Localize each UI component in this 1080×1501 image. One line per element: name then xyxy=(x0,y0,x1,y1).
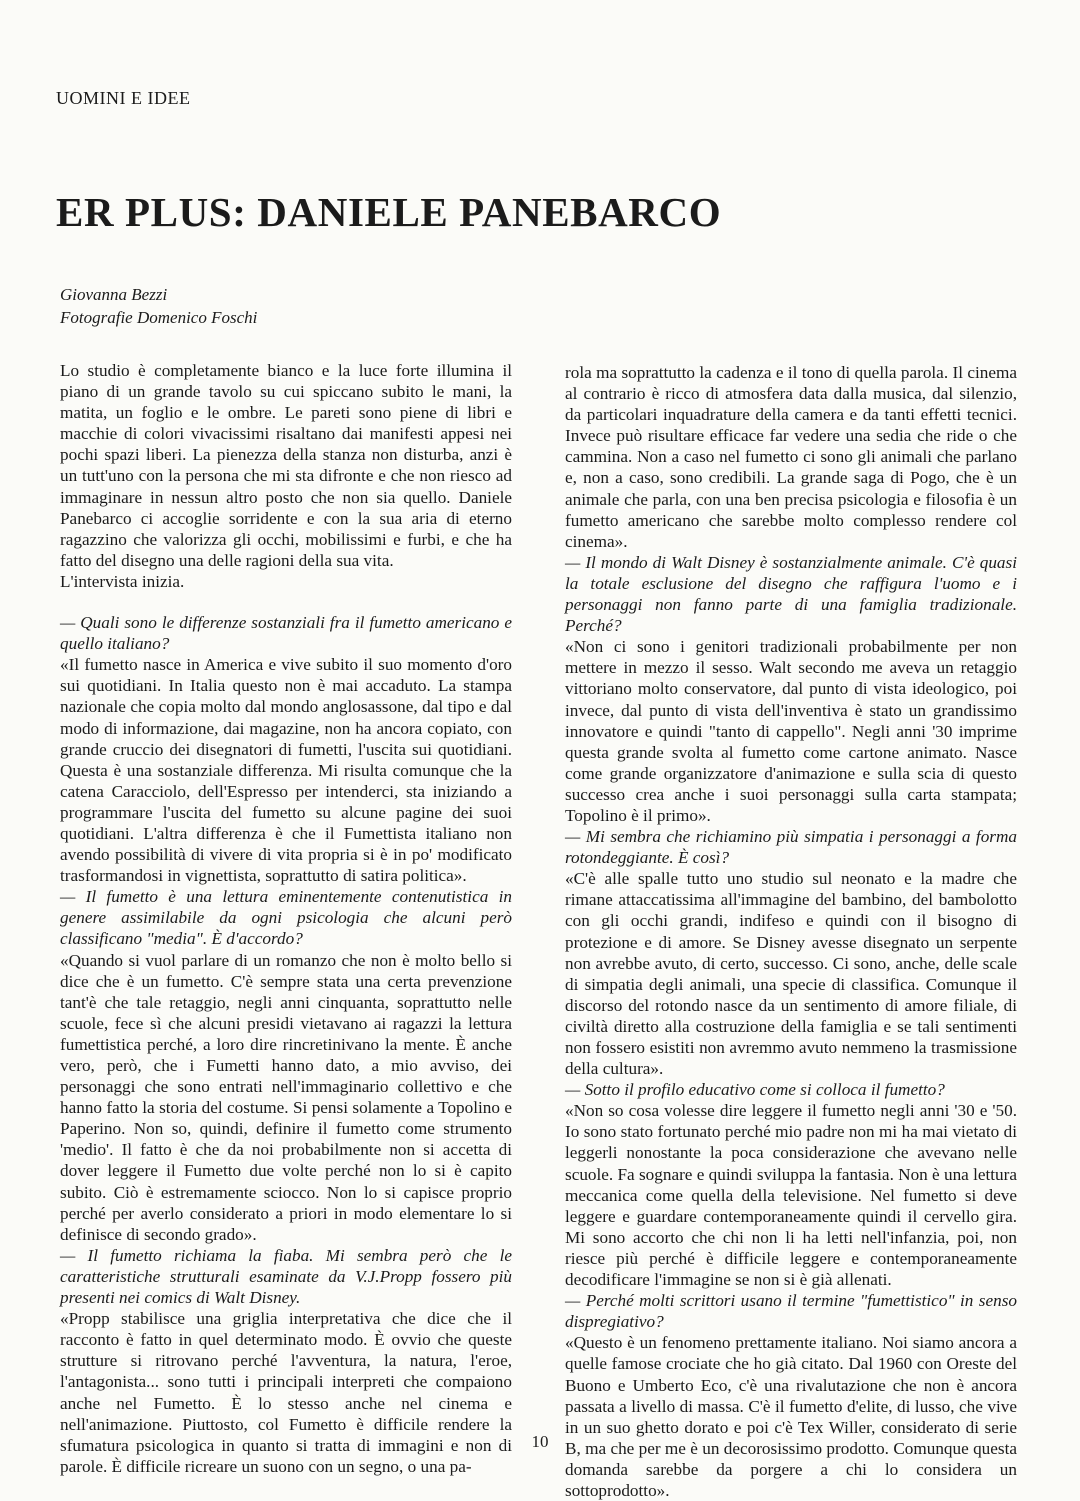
interview-question: — Il fumetto richiama la fiaba. Mi sembra però che le caratteristiche strutturali esaminate da V.J.Propp fossero più presenti nei comics di Walt Disney. xyxy=(60,1245,512,1308)
paragraph: rola ma soprattutto la cadenza e il tono di quella parola. Il cinema al contrario è ricco di atmosfera data dalla musica, dal silenzio, da particolari inquadrature della camera e da tanti effetti tecnici. Invece può risultare efficace far vedere una sedia che ride o che cammina. Non a caso nel fumetto ci sono gli animali che parlano e, non a caso, sono credibili. La grande saga di Pogo, che è un animale che parla, con una ben precisa psicologia e filosofia è un fumetto americano che sarebbe molto complesso rendere col cinema». xyxy=(565,363,1017,551)
paragraph: «Questo è un fenomeno prettamente italiano. Noi siamo ancora a quelle famose crociate che ho già citato. Dal 1960 con Oreste del Buono e Umberto Eco, c'è una rivalutazione che non è ancora passata a livello di massa. C'è il fumetto d'elite, di lusso, che vive in un suo ghetto dorato e poi c'è Tex Willer, considerato di serie B, ma che per me è un decorosissimo prodotto. Comunque questa domanda sarebbe da porgere a chi lo considera un sottoprodotto». xyxy=(565,1333,1017,1500)
interview-question: — Il fumetto è una lettura eminentemente contenutistica in genere assimilabile da ogni psicologia che alcuni però classificano "media". È d'accordo? xyxy=(60,887,512,949)
byline xyxy=(60,283,257,329)
text-column-right xyxy=(565,362,1017,1501)
paragraph: «Propp stabilisce una griglia interpretativa che dice che il racconto è fatto in quel determinato modo. È ovvio che queste strutture si ritrovano perché l'avventura, la natura, l'eroe, l'antagonista... sono tutti i principali interpreti che compaiono anche nel Fumetto. È lo stesso anche nel cinema e nell'animazione. Piuttosto, col Fumetto è difficile rendere la sfumatura psicologica in quanto si tratta di immagini e non di parole. È difficile ricreare un suono con un segno, o una pa- xyxy=(60,1309,512,1476)
interview-question: — Perché molti scrittori usano il termine "fumettistico" in senso dispregiativo? xyxy=(565,1291,1017,1332)
photo-credit: Fotografie Domenico Foschi xyxy=(60,308,258,327)
paragraph: «Quando si vuol parlare di un romanzo che non è molto bello si dice che è un fumetto. C'è sempre stata una certa prevenzione tant'è che tale retaggio, negli anni cinquanta, soprattutto nelle scuole, fece sì che alcuni presidi vietavano ai ragazzi la lettura fumettistica perché, a loro dire rincretinivano la mente. È anche vero, però, che i Fumetti hanno dato, a mio avviso, dei personaggi che sono entrati nell'immaginario collettivo e che hanno fatto la storia del costume. Si pensi solamente a Topolino e Paperino. Non so, quindi, definire il fumetto come strumento 'medio'. Il fatto è che da noi probabilmente non si accetta di dover leggere il Fumetto due volte perché non lo si è capito subito. Ciò è estremamente sciocco. Non lo si capisce proprio perché per averlo considerato a priori in modo elementare lo si definisce di secondo grado». xyxy=(60,950,512,1244)
article-title: ER PLUS: DANIELE PANEBARCO xyxy=(56,189,722,235)
paragraph: Lo studio è completamente bianco e la luce forte illumina il piano di un grande tavolo su cui spiccano subito le mani, la matita, un foglio e le ombre. Le pareti sono piene di libri e macchie di colori vivacissimi risaltano dai manifesti appesi nei pochi spazi liberi. La pienezza della stanza non disturba, anzi è un tutt'uno con la persona che mi sta difronte e che non riesco ad immaginare in nessun altro posto che non sia quello. Daniele Panebarco ci accoglie sorridente e con la sua aria di eterno ragazzino che valorizza gli occhi, mobilissimi e furbi, e che ha fatto del disegno una delle ragioni della sua vita. xyxy=(60,361,512,570)
interview-question: — Mi sembra che richiamino più simpatia i personaggi a forma rotondeggiante. È così? xyxy=(565,827,1017,868)
page-number: 10 xyxy=(531,1432,549,1451)
author-name: Giovanna Bezzi xyxy=(60,285,168,304)
text-column-left xyxy=(60,360,512,1477)
interview-question: — Sotto il profilo educativo come si colloca il fumetto? xyxy=(565,1080,945,1100)
section-label: UOMINI E IDEE xyxy=(56,88,191,108)
paragraph: «C'è alle spalle tutto uno studio sul neonato e la madre che rimane attaccatissima all'immagine del bambino, del bambolotto con gli occhi grandi, indifeso e quindi con il bisogno di protezione e di amore. Se Disney avesse disegnato un serpente non avrebbe avuto, di certo, successo. Ci sono, anche, delle scale di simpatia degli animali, una specie di classifica. Comunque il discorso del rotondo nasce da un sentimento di amore filiale, di civiltà diretto alla costruzione della famiglia e se tali sentimenti non fossero esistiti non avremmo avuto nemmeno la trasmissione della cultura». xyxy=(565,869,1017,1079)
interview-question: — Quali sono le differenze sostanziali fra il fumetto americano e quello italiano? xyxy=(60,613,512,654)
paragraph: «Non so cosa volesse dire leggere il fumetto negli anni '30 e '50. Io sono stato fortunato perché mio padre non mi ha mai vietato di leggerli nonostante la poca considerazione che avevano nelle scuole. Fa sognare e quindi sviluppa la fantasia. Non è una lettura meccanica come quella della televisione. Nel fumetto si deve leggere e guardare contemporaneamente quindi il cervello gira. Mi sono accorto che chi non li ha letti nell'infanzia, poi, non riesce più perché è difficile leggere e contemporaneamente decodificare l'immagine se non si è già allenati. xyxy=(565,1101,1017,1290)
paragraph: «Il fumetto nasce in America e vive subito il suo momento d'oro sui quotidiani. In Italia questo non è mai accaduto. La stampa nazionale che copia molto dal mondo anglosassone, dal tipo e dal modo di informazione, dai magazine, non ha ancora copiato, con grande cruccio dei disegnatori di fumetti, l'uscita sui quotidiani. Questa è una sostanziale differenza. Mi risulta comunque che la catena Caracciolo, dell'Espresso per intenderci, sta iniziando a programmare l'uscita del fumetto su alcune pagine dei suoi quotidiani. L'altra differenza è che il Fumettista italiano non avendo possibilità di vivere di vita propria si è in po' modificato trasformandosi in vignettista, soprattutto di satira politica». xyxy=(60,655,512,886)
interview-question: — Il mondo di Walt Disney è sostanzialmente animale. C'è quasi la totale esclusione del disegno che raffigura l'uomo e i personaggi non fanno parte di una famiglia tradizionale. Perché? xyxy=(565,552,1017,636)
paragraph: «Non ci sono i genitori tradizionali probabilmente per non mettere in mezzo il sesso. Walt secondo me aveva un retaggio vittoriano molto conservatore, dal punto di vista ideologico, poi invece, dal punto di vista dell'inventiva è stato un grandissimo innovatore e quindi "tanto di cappello". Negli anni '30 imprime questa grande svolta al fumetto come cartone animato. Nasce come grande organizzatore d'animazione e sulla scia di questo successo crea anche i suoi personaggi sulla carta stampata; Topolino è il primo». xyxy=(565,637,1017,825)
paragraph: L'intervista inizia. xyxy=(60,571,185,591)
